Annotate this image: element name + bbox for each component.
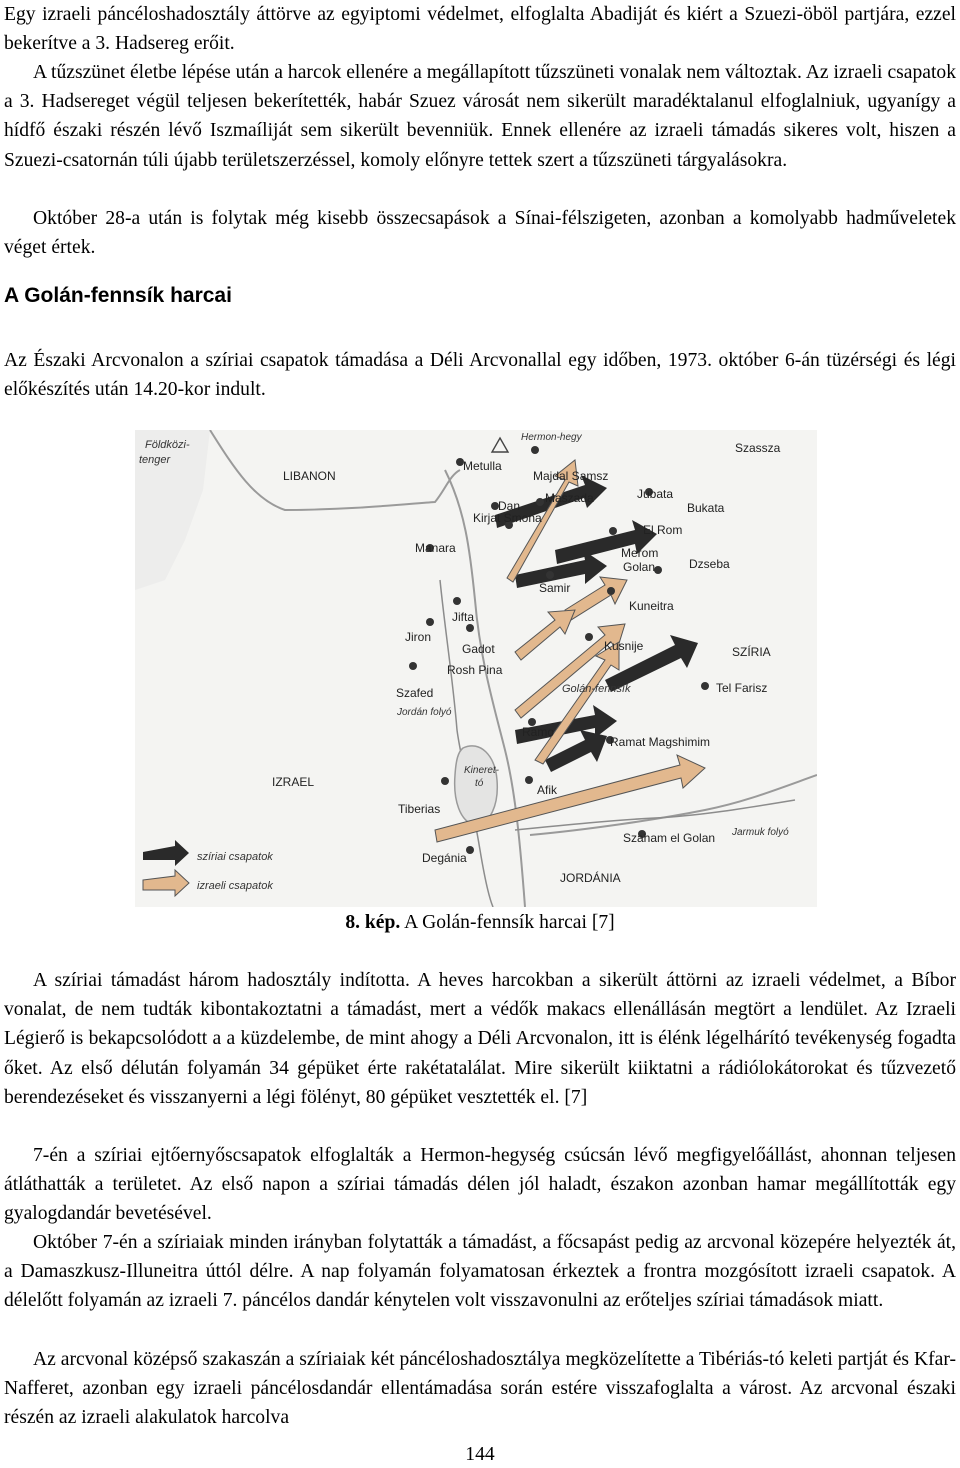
telfarisz-label: Tel Farisz bbox=[716, 681, 768, 695]
paragraph-1: Egy izraeli páncéloshadosztály áttörve az egyiptomi védelmet, elfoglalta Abadiját és kiért a Szuezi-öböl partjára, ezzel bekerítve a 3. Hadsereg erőit. bbox=[4, 4, 956, 55]
dan-label: Dan bbox=[498, 499, 521, 513]
israel-label: IZRAEL bbox=[272, 775, 315, 789]
jarmuk-label: Jarmuk folyó bbox=[732, 827, 789, 838]
legend-syrian-label: szíriai csapatok bbox=[197, 851, 273, 863]
metulla-label: Metulla bbox=[463, 459, 502, 473]
sea-label-1: Földközi- bbox=[145, 439, 190, 451]
paragraph-5: A szíriai támadást három hadosztály indította. A heves harcokban a sikerült áttörni az izraeli védelmet, a Bíbor vonalat, de nem tudták kibontakoztatni a támadást, mert a védők makacs ellenállásán megtört a lendület. Az Izraeli Légierő is bekapcsolódott a a küzdelembe, de mint ahogy a Déli Arcvonalon, itt is élénk légelhárító tevékenység fogadta őket. Az első délután folyamán 34 gépüket érte rakétatalálat. Mire sikerült kiiktatni a rádiólokátorokat és tűzvezető berendezéseket és visszanyerni a légi fölényt, 80 gépüket vesztették el. [7] bbox=[4, 970, 956, 1108]
legend-israeli-label: izraeli csapatok bbox=[197, 880, 273, 892]
kinneret-label-2: tó bbox=[475, 778, 484, 789]
bukata-label: Bukata bbox=[687, 501, 725, 515]
merom-label-1: Merom bbox=[621, 546, 659, 560]
kuneitra-label: Kuneitra bbox=[629, 599, 674, 613]
jiron-label: Jiron bbox=[405, 630, 432, 644]
jubata-label: Jubata bbox=[637, 487, 674, 501]
jordan-label: JORDÁNIA bbox=[560, 871, 621, 885]
sea-label-2: tenger bbox=[139, 454, 171, 466]
gadot-label: Gadot bbox=[462, 642, 495, 656]
maszada-label: Maszada bbox=[545, 491, 594, 505]
paragraph-7: Október 7-én a szíriaiak minden irányban folytatták a támadást, a főcsapást pedig az arcvonal közepére helyezték át, a Damaszkusz-Illuneitra úttól délre. A nap folyamán folyamatosan érkeztek a frontra mozgósított izraeli csapatok. A délelőtt folyamán az izraeli 7. páncélos dandár kénytelen volt visszavonulni az erőteljes szíriai támadások miatt. bbox=[4, 1232, 956, 1312]
golan-map-figure bbox=[135, 430, 817, 907]
section-heading: A Golán-fennsík harcai bbox=[4, 284, 232, 307]
degania-label: Degánia bbox=[422, 851, 467, 865]
golan-map bbox=[135, 430, 817, 907]
dzseba-label: Dzseba bbox=[689, 557, 730, 571]
jordan-river-label: Jordán folyó bbox=[397, 707, 452, 718]
page-number: 144 bbox=[465, 1444, 495, 1465]
syria-label: SZÍRIA bbox=[732, 645, 771, 659]
lebanon-label: LIBANON bbox=[283, 469, 336, 483]
paragraph-4: Az Északi Arcvonalon a szíriai csapatok támadása a Déli Arcvonallal egy időben, 1973. október 6-án tüzérségi és légi előkészítés után 14.20-kor indult. bbox=[4, 350, 956, 401]
hermon-label: Hermon-hegy bbox=[521, 432, 582, 443]
szafed-label: Szafed bbox=[396, 686, 434, 700]
samir-label: Samir bbox=[539, 581, 571, 595]
ramo-label: Ramo bbox=[522, 725, 555, 739]
paragraph-8: Az arcvonal középső szakaszán a szíriaiak két páncéloshadosztálya megközelítette a Tibériás-tó keleti partját és Kfar-Nafferet, azonban egy izraeli páncélosdandár ellentámadása során estére visszafoglalta a várost. Az arcvonal északi részén az izraeli alakulatok harcolva bbox=[4, 1349, 956, 1429]
ramat-label: Ramat Magshimim bbox=[610, 735, 711, 749]
caption-text: A Golán-fennsík harcai [7] bbox=[400, 912, 615, 933]
merom-label-2: Golan bbox=[623, 560, 656, 574]
szaham-label: Szaham el Golan bbox=[623, 831, 716, 845]
majdal-label: Majdal Samsz bbox=[533, 469, 609, 483]
elrom-label: El Rom bbox=[643, 523, 683, 537]
szassza-label: Szassza bbox=[735, 441, 781, 455]
caption-label: 8. kép. bbox=[345, 912, 401, 933]
kusnije-label: Kusnije bbox=[604, 639, 644, 653]
paragraph-2: A tűzszünet életbe lépése után a harcok ellenére a megállapított tűzszüneti vonalak nem változtak. Az izraeli csapatok a 3. Hadsereget végül teljesen bekerítették, habár Szuez városát nem sikerült maradéktalanul elfoglalniuk, ugyanígy a hídfő északi részén lévő Iszmaíliját sem sikerült bevenniük. Ennek ellenére az izraeli támadás sikeres volt, hiszen a Szuezi-csatornán túli újabb területszerzéssel, komoly előnyre tettek szert a tűzszüneti tárgyalásokra. bbox=[4, 62, 956, 171]
kirjat-label: Kirjat Smona bbox=[473, 511, 542, 525]
golan-label: Golán-fennsík bbox=[562, 683, 631, 695]
jifta-label: Jifta bbox=[452, 610, 475, 624]
tiberias-label: Tiberias bbox=[398, 802, 441, 816]
roshpina-label: Rosh Pina bbox=[447, 663, 503, 677]
manara-label: Manara bbox=[415, 541, 456, 555]
paragraph-6: 7-én a szíriai ejtőernyőscsapatok elfoglalták a Hermon-hegység csúcsán lévő megfigyelőállást, ahonnan teljesen átláthatták a területet. Az első napon a szíriai támadás délen jól haladt, északon azonban hamar megállították egy gyalogdandár bevetésével. bbox=[4, 1145, 956, 1225]
figure-caption bbox=[0, 908, 960, 937]
kinneret-label-1: Kineret- bbox=[464, 765, 500, 776]
afik-label: Afik bbox=[537, 783, 558, 797]
paragraph-3: Október 28-a után is folytak még kisebb összecsapások a Sínai-félszigeten, azonban a komolyabb hadműveletek véget értek. bbox=[4, 208, 956, 259]
